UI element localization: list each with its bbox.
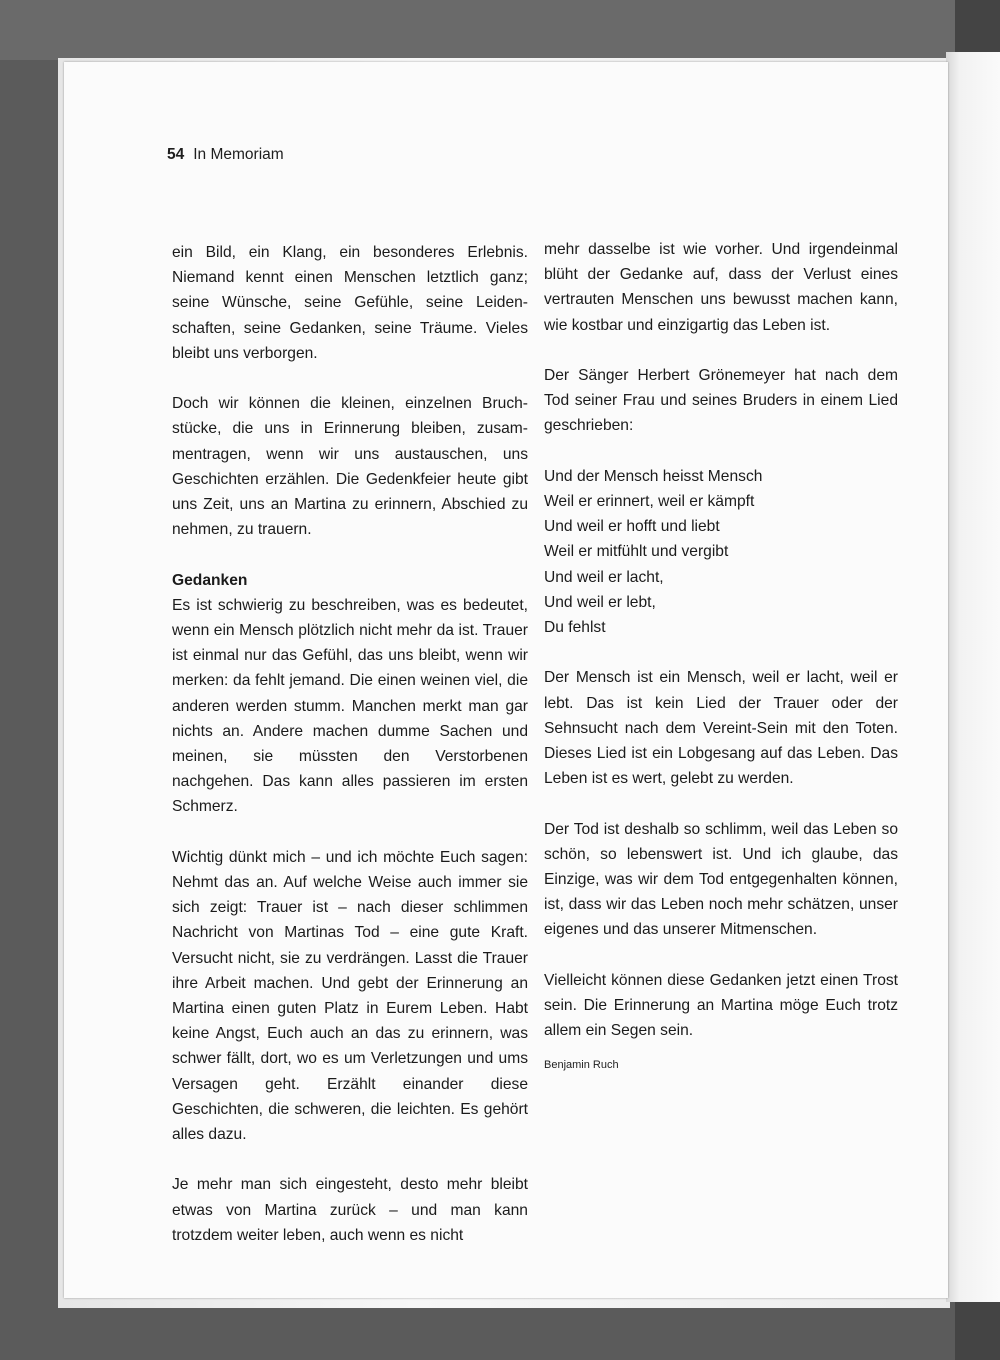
paragraph: mehr dasselbe ist wie vorher. Und irgendeinmal blüht der Gedanke auf, dass der Verlust eines vertrauten Menschen uns bewusst machen kann, wie kostbar und einzigartig das Leben ist.: [544, 241, 898, 334]
running-title: In Memoriam: [193, 146, 284, 163]
left-column: [172, 240, 528, 1248]
facing-page-edge: [946, 52, 1000, 1302]
poem-line: Weil er mitfühlt und vergibt: [544, 543, 729, 561]
poem-line: Und weil er lebt,: [544, 593, 656, 611]
paragraph: ein Bild, ein Klang, ein besonderes Erlebnis. Niemand kennt einen Menschen letztlich ganz; seine Wünsche, seine Gefühle, seine Leidenschaften, seine Gedanken, seine Träume. Vieles bleibt uns verborgen.: [172, 244, 528, 362]
song-quote: [544, 464, 898, 640]
poem-line: Und der Mensch heisst Mensch: [544, 467, 763, 485]
poem-line: Weil er erinnert, weil er kämpft: [544, 493, 755, 510]
paragraph: Vielleicht können diese Gedanken jetzt einen Trost sein. Die Erinnerung an Martina möge Euch trotz allem ein Segen sein.: [544, 971, 898, 1040]
paragraph: Je mehr man sich eingesteht, desto mehr bleibt etwas von Martina zurück – und man kann trotzdem weiter leben, auch wenn es nicht: [172, 1176, 528, 1244]
paragraph: Es ist schwierig zu beschreiben, was es bedeutet, wenn ein Mensch plötzlich nicht mehr da ist. Trauer ist einmal nur das Gefühl, das uns bleibt, wenn wir merken: da fehlt jemand. Die einen weinen viel, die anderen werden stumm. Manchen merkt man gar nichts an. Andere machen dumme Sachen und meinen, sie müssten den Verstorbenen nachgehen. Das kann alles passieren im ersten Schmerz.: [172, 596, 528, 816]
scanner-background-top: [0, 0, 1000, 60]
poem-line: Und weil er hofft und liebt: [544, 518, 720, 536]
paragraph: Der Mensch ist ein Mensch, weil er lacht, weil er lebt. Das ist kein Lied der Trauer oder der Sehnsucht nach dem Vereint-Sein mit den Toten. Dieses Lied ist ein Lobgesang auf das Leben. Das Leben ist es wert, gelebt zu werden.: [544, 669, 898, 788]
poem-line: Und weil er lacht,: [544, 568, 664, 586]
page-number: 54: [167, 146, 185, 163]
paragraph: Der Tod ist deshalb so schlimm, weil das Leben so schön, so lebenswert ist. Und ich glaube, das Einzige, was wir dem Tod entgegenhalten können, ist, dass wir das Leben noch mehr schätzen, unser eigenes und das unserer Mitmenschen.: [544, 820, 898, 939]
section-heading: Gedanken: [172, 571, 248, 589]
paragraph: Doch wir können die kleinen, einzelnen Bruchstücke, die uns in Erinnerung bleiben, zusammentragen, wenn wir uns austauschen, uns Geschichten erzählen. Die Gedenkfeier heute gibt uns Zeit, uns an Martina zu erinnern, Abschied zu nehmen, zu trauern.: [172, 395, 528, 539]
paragraph: Der Sänger Herbert Grönemeyer hat nach dem Tod seiner Frau und seines Bruders in einem Lied geschrieben:: [544, 367, 898, 435]
right-column: [544, 237, 898, 1079]
paragraph: Wichtig dünkt mich – und ich möchte Euch sagen: Nehmt das an. Auf welche Weise auch immer sie sich zeigt: Trauer ist – nach dieser schlimmen Nachricht von Martinas Tod – eine gute Kraft. Versucht nicht, sie zu verdrängen. Lasst die Trauer ihre Arbeit machen. Und gebt der Erinnerung an Martina einen guten Platz in Eurem Leben. Habt keine Angst, Euch auch an das zu erinnern, was schwer fällt, dort, wo es um Verletzungen und ums Versagen geht. Erzählt einander diese Geschichten, die schweren, die leichten. Es gehört alles dazu.: [172, 848, 528, 1144]
author-signature: Benjamin Ruch: [544, 1059, 619, 1072]
poem-line: Du fehlst: [544, 619, 606, 637]
running-header: [167, 146, 284, 164]
